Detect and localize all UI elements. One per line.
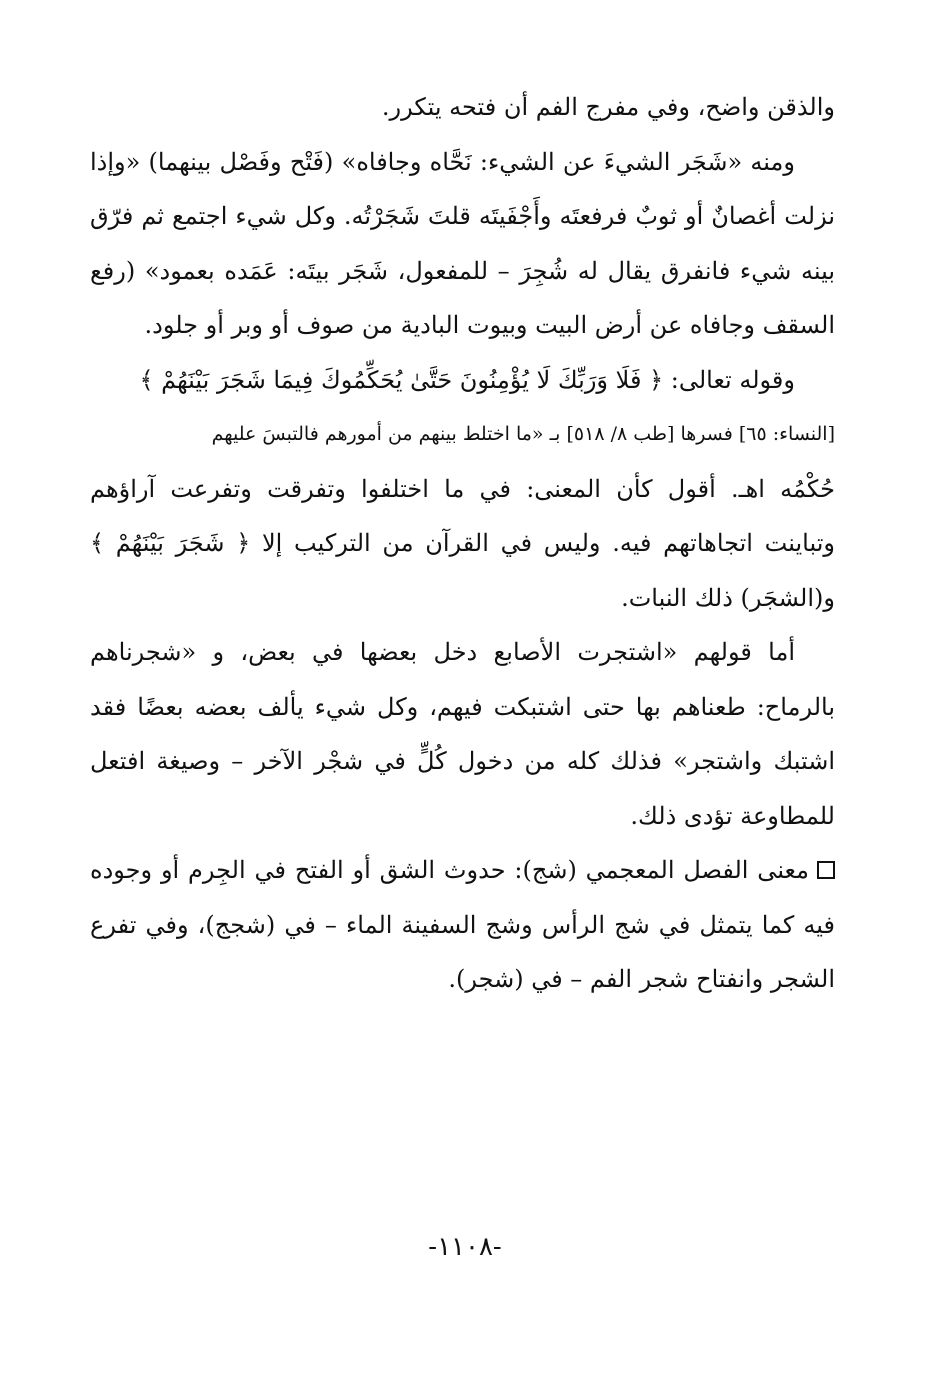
- paragraph-6-text: معنى الفصل المعجمي (شج): حدوث الشق أو الفتح في الجِرم أو وجوده فيه كما يتمثل في شج الرأس وشج السفينة الماء – في (شجج)، وفي تفرع الشجر وانفتاح شجر الفم – في (شجر).: [90, 856, 835, 993]
- paragraph-1: والذقن واضح، وفي مفرج الفم أن فتحه يتكرر.: [381, 93, 835, 121]
- paragraph-4-citation: [النساء: ٦٥] فسرها [طب ٨/ ٥١٨] بـ «ما اختلط بينهم من أمورهم فالتبسَ عليهم: [211, 423, 835, 445]
- paragraph-3-quran-verse: وقوله تعالى: ﴿ فَلَا وَرَبِّكَ لَا يُؤْمِنُونَ حَتَّىٰ يُحَكِّمُوكَ فِيمَا شَجَرَ بَيْنَهُمْ ﴾: [139, 365, 795, 394]
- page-number: -١١٠٨-: [428, 1232, 502, 1262]
- page-body: [90, 80, 835, 1007]
- paragraph-4-continuation: حُكْمُه اهـ. أقول كأن المعنى: في ما اختلفوا وتفرقت وتفرعت آراؤهم وتباينت اتجاهاتهم فيه. وليس في القرآن من التركيب إلا ﴿ شَجَرَ بَيْنَهُمْ ﴾ و(الشجَر) ذلك النبات.: [90, 474, 835, 612]
- paragraph-6-lexical-summary: [90, 843, 835, 1007]
- paragraph-2: ومنه «شَجَر الشيءَ عن الشيء: نَحَّاه وجافاه» (فَتْح وفَصْل بينهما) «وإذا نزلت أغصانٌ أو ثوبٌ فرفعتَه وأَجْفَيتَه قلتَ شَجَرْتُه. وكل شيء اجتمع ثم فرّق بينه شيء فانفرق يقال له شُجِرَ – للمفعول، شَجَر بيتَه: عَمَده بعمود» (رفع السقف وجافاه عن أرض البيت وبيوت البادية من صوف أو وبر أو جلود.: [90, 147, 835, 339]
- paragraph-5: أما قولهم «اشتجرت الأصابع دخل بعضها في بعض، و «شجرناهم بالرماح: طعناهم بها حتى اشتبكت فيهم، وكل شيء يألف بعضه بعضًا فقد اشتبك واشتجر» فذلك كله من دخول كُلٍّ في شجْر الآخر – وصيغة افتعل للمطاوعة تؤدى ذلك.: [90, 638, 835, 830]
- checkbox-square-icon: [817, 861, 835, 879]
